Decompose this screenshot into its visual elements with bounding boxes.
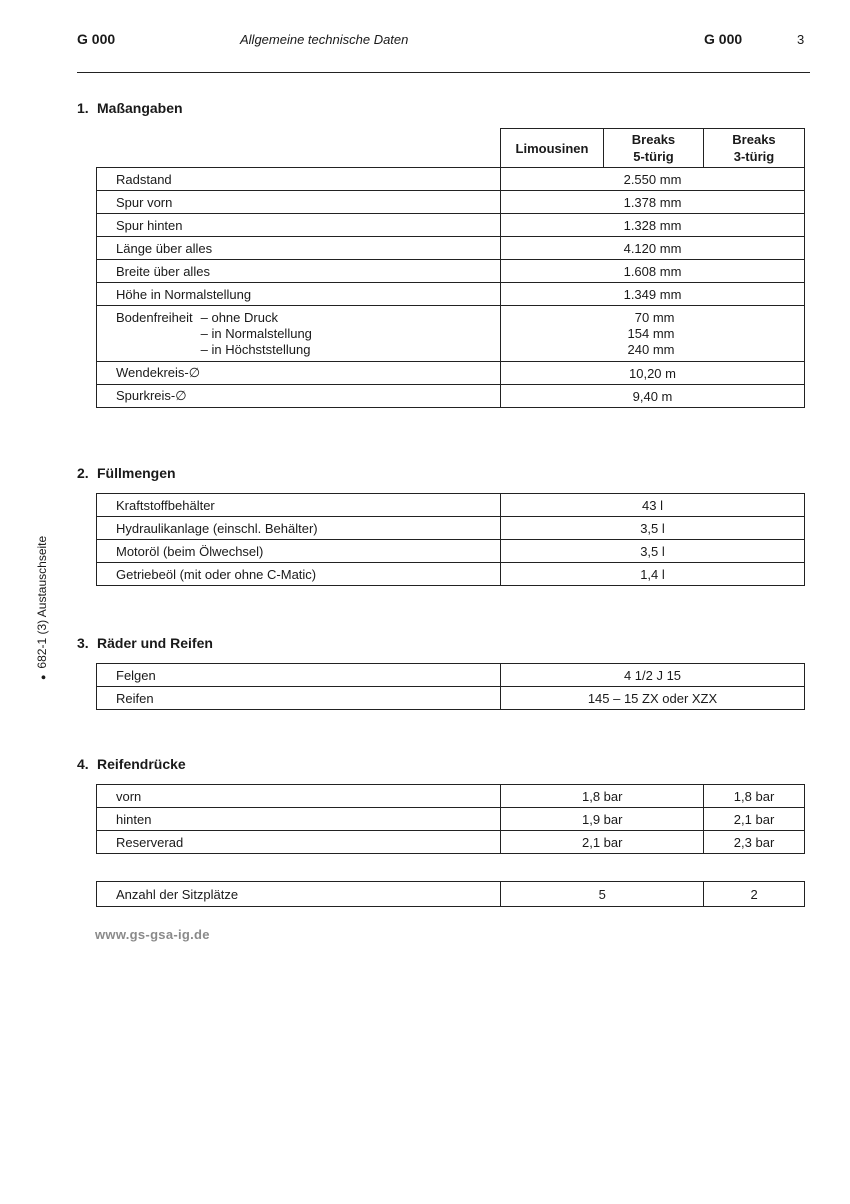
section-number: 3. — [77, 635, 89, 651]
section-title-wheels — [77, 635, 213, 651]
section-title-pressures — [77, 756, 186, 772]
row-label: vorn — [97, 785, 501, 808]
column-header-limousinen: Limousinen — [501, 129, 604, 168]
ground-clearance-option: – in Normalstellung — [200, 325, 312, 341]
row-label: Getriebeöl (mit oder ohne C-Matic) — [97, 563, 501, 586]
side-note — [35, 536, 49, 680]
ground-clearance-label: Bodenfreiheit — [116, 309, 193, 325]
table-row — [97, 283, 805, 306]
table-row — [97, 808, 805, 831]
side-note-bullet: ● — [38, 674, 48, 680]
page-number: 3 — [797, 32, 805, 47]
row-label: Felgen — [97, 664, 501, 687]
side-note-text: 682-1 (3) Austauschseite — [35, 535, 49, 669]
section-label: Füllmengen — [97, 465, 176, 481]
table-row — [97, 191, 805, 214]
row-value-3-door: 2,3 bar — [704, 831, 805, 854]
header-divider — [77, 72, 810, 73]
table-row — [97, 385, 805, 408]
table-row — [97, 362, 805, 385]
row-value-3-door: 1,8 bar — [704, 785, 805, 808]
row-label: Wendekreis-∅ — [97, 362, 501, 385]
row-value: 1.378 mm — [501, 191, 805, 214]
seats-table — [96, 881, 805, 907]
section-label: Reifendrücke — [97, 756, 186, 772]
ground-clearance-value: 240 mm — [627, 341, 675, 357]
ground-clearance-option: – ohne Druck — [200, 309, 278, 325]
section-number: 1. — [77, 100, 89, 116]
row-value: 3,5 l — [501, 540, 805, 563]
row-label: Spurkreis-∅ — [97, 385, 501, 408]
section-number: 2. — [77, 465, 89, 481]
website-link[interactable]: www.gs-gsa-ig.de — [95, 927, 210, 942]
pressures-table — [96, 784, 805, 854]
table-row — [97, 687, 805, 710]
row-value: 2.550 mm — [501, 168, 805, 191]
table-row — [97, 540, 805, 563]
table-row-ground-clearance — [97, 306, 805, 362]
ground-clearance-value: 154 mm — [627, 325, 675, 341]
seats-value-limousine: 5 — [501, 882, 704, 907]
ground-clearance-value: 70 mm — [634, 309, 675, 325]
column-header-breaks-3-door: Breaks 3-türig — [703, 129, 804, 168]
row-value: 145 – 15 ZX oder XZX — [501, 687, 805, 710]
row-label: Kraftstoffbehälter — [97, 494, 501, 517]
row-label: Spur hinten — [97, 214, 501, 237]
row-value: 3,5 l — [501, 517, 805, 540]
dimensions-table — [96, 128, 805, 408]
row-value-5-door: 2,1 bar — [501, 831, 704, 854]
row-value: 9,40 m — [501, 385, 805, 408]
table-row — [97, 831, 805, 854]
row-label: Radstand — [97, 168, 501, 191]
table-row — [97, 517, 805, 540]
table-row — [97, 260, 805, 283]
row-value: 10,20 m — [501, 362, 805, 385]
row-label: Länge über alles — [97, 237, 501, 260]
header-title: Allgemeine technische Daten — [240, 32, 409, 47]
header-code-right: G 000 — [704, 31, 743, 47]
seats-label: Anzahl der Sitzplätze — [97, 882, 501, 907]
row-value: 4.120 mm — [501, 237, 805, 260]
table-row — [97, 494, 805, 517]
table-row — [97, 237, 805, 260]
table-row — [97, 168, 805, 191]
section-label: Räder und Reifen — [97, 635, 213, 651]
row-label: Reifen — [97, 687, 501, 710]
ground-clearance-values — [501, 306, 805, 362]
table-row — [97, 664, 805, 687]
section-title-capacities — [77, 465, 176, 481]
header-blank-cell — [97, 129, 501, 168]
ground-clearance-option: – in Höchststellung — [200, 341, 311, 357]
row-value-3-door: 2,1 bar — [704, 808, 805, 831]
table-row — [97, 214, 805, 237]
row-label: Spur vorn — [97, 191, 501, 214]
row-value-5-door: 1,9 bar — [501, 808, 704, 831]
row-value: 1,4 l — [501, 563, 805, 586]
table-header-row — [97, 129, 805, 168]
seats-value-breaks: 2 — [704, 882, 805, 907]
row-label: Reserverad — [97, 831, 501, 854]
section-title-dimensions — [77, 100, 183, 116]
ground-clearance-label-cell — [97, 306, 501, 362]
row-label: Motoröl (beim Ölwechsel) — [97, 540, 501, 563]
header-code-left: G 000 — [77, 31, 116, 47]
row-value: 43 l — [501, 494, 805, 517]
row-value-5-door: 1,8 bar — [501, 785, 704, 808]
row-label: Breite über alles — [97, 260, 501, 283]
wheels-table — [96, 663, 805, 710]
table-row — [97, 882, 805, 907]
row-value: 1.349 mm — [501, 283, 805, 306]
table-row — [97, 563, 805, 586]
section-number: 4. — [77, 756, 89, 772]
capacities-table — [96, 493, 805, 586]
table-row — [97, 785, 805, 808]
column-header-breaks-5-door: Breaks 5-türig — [603, 129, 703, 168]
row-label: Höhe in Normalstellung — [97, 283, 501, 306]
row-label: hinten — [97, 808, 501, 831]
section-label: Maßangaben — [97, 100, 183, 116]
row-value: 1.608 mm — [501, 260, 805, 283]
row-value: 1.328 mm — [501, 214, 805, 237]
row-value: 4 1/2 J 15 — [501, 664, 805, 687]
row-label: Hydraulikanlage (einschl. Behälter) — [97, 517, 501, 540]
